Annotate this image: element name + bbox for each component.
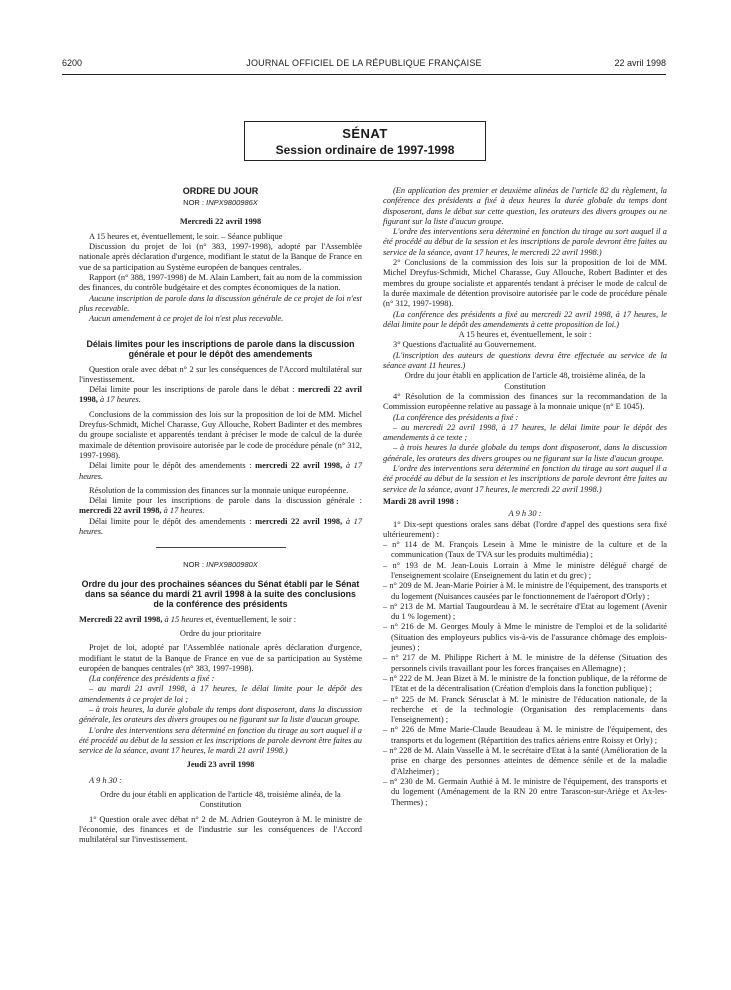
paragraph: 4° Résolution de la commission des finances sur la recommandation de la Commission européenne relative au passage à la monnaie unique (n° E 1045). [383, 391, 667, 412]
paragraph: – à trois heures, la durée globale du temps dont disposeront, dans la discussion générale, les orateurs des divers groupes ou ne figurant sur la liste d'aucun groupe. [79, 704, 362, 725]
question-item: – n° 209 de M. Jean-Marie Poirier à M. le ministre de l'équipement, des transports et du logement (Nuisances causées par le fonctionnement de l'aéroport d'Orly) ; [383, 581, 667, 601]
question-item: – n° 226 de Mme Marie-Claude Beaudeau à M. le ministre de l'équipement, des transports et du logement (Répartition des trafics aériens entre Roissy et Orly) ; [383, 725, 667, 745]
question-list [383, 540, 667, 808]
paragraph: 2° Conclusions de la commission des lois sur la proposition de loi de MM. Michel Dreyfus-Schmidt, Michel Charasse, Guy Allouche, Robert Badinter et des membres du groupe socialiste et apparentés tendant à préciser le mode de calcul de la durée maximale de détention provisoire autorisée par le code de procédure pénale (n° 312, 1997-1998). [383, 258, 667, 309]
paragraph: Aucun amendement à ce projet de loi n'est plus recevable. [89, 314, 284, 324]
question-item: – n° 213 de M. Martial Taugourdeau à M. le secrétaire d'Etat au logement (Avenir du 1 % logement) ; [383, 601, 667, 622]
date-heading: Jeudi 23 avril 1998 [186, 760, 255, 770]
section-heading-ordre-prochaines: Ordre du jour des prochaines séances du Sénat établi par le Sénat dans sa séance du mardi 21 avril 1998 à la suite des conclusions de la conférence des présidents [81, 578, 360, 609]
paragraph: Projet de loi, adopté par l'Assemblée nationale après déclaration d'urgence, modifiant le statut de la Banque de France en vue de sa participation au Système européen de banques centrales (n° 383, 1997-1998). [79, 643, 362, 673]
page-header [62, 58, 666, 72]
senat-title-box [244, 121, 486, 161]
nor-reference: NOR : INPX9800980X [183, 560, 258, 570]
paragraph: (En application des premier et deuxième alinéas de l'article 82 du règlement, la conférence des présidents a fixé à deux heures la durée globale du temps dont disposeront, dans le débat sur cette question, les orateurs des divers groupes ou ne figurant sur la liste d'aucun groupe. [383, 186, 667, 226]
section-separator [156, 547, 286, 548]
seance-line: A 15 heures et, éventuellement, le soir. – Séance publique [89, 231, 283, 241]
date-heading: Mardi 28 avril 1998 : [383, 496, 459, 506]
time-line: A 9 h 30 : [89, 775, 122, 785]
question-item: – n° 225 de M. Franck Sérusclat à M. le ministre de l'éducation nationale, de la recherche et de la technologie (Organisation des remplacements dans l'enseignement) ; [383, 694, 667, 725]
question-item: – n° 216 de M. Georges Mouly à Mme le ministre de l'emploi et de la solidarité (Situation des employeurs publics vis-à-vis de l'assurance chômage des emplois-jeunes) ; [383, 622, 667, 653]
ordre-article-48: Ordre du jour établi en application de l'article 48, troisième alinéa, de la Constitution [404, 371, 646, 391]
paragraph: (La conférence des présidents a fixé : [89, 674, 215, 684]
header-date: 22 avril 1998 [614, 58, 666, 68]
paragraph: 1° Question orale avec débat n° 2 de M. Adrien Gouteyron à M. le ministre de l'économie, des finances et de l'industrie sur les conséquences de l'Accord multilatéral sur l'investissement. [79, 814, 362, 845]
section-heading-delais: Délais limites pour les inscriptions de parole dans la discussion générale et pour le dépôt des amendements [86, 338, 355, 359]
paragraph: – au mercredi 22 avril 1998, à 17 heures, le délai limite pour le dépôt des amendements à ce texte ; [383, 422, 667, 443]
paragraph: L'ordre des interventions sera déterminé en fonction du tirage au sort auquel il a été procédé au début de la session et les inscriptions de parole devront être faites au service de la séance, avant 17 heures, le mercredi 22 avril 1998.) [383, 227, 667, 257]
question-item: – n° 217 de M. Philippe Richert à M. le ministre de la défense (Situation des personnels civils travaillant pour les forces françaises en Allemagne) ; [383, 653, 667, 673]
paragraph: Résolution de la commission des finances sur la monnaie unique européenne. [89, 485, 349, 495]
paragraph: Délai limite pour le dépôt des amendements : mercredi 22 avril 1998, à 17 heures. [79, 516, 363, 537]
paragraph: Rapport (n° 388, 1997-1998) de M. Alain Lambert, fait au nom de la commission des finances, du contrôle budgétaire et des comptes économiques de la nation. [79, 273, 362, 293]
question-item: – n° 114 de M. François Lesein à Mme le ministre de la culture et de la communication (Taux de TVA sur les produits multimédia) ; [383, 540, 667, 560]
paragraph: Délai limite pour le dépôt des amendements : mercredi 22 avril 1998, à 17 heures. [79, 461, 363, 481]
paragraph: Aucune inscription de parole dans la discussion générale de ce projet de loi n'est plus recevable. [79, 293, 362, 313]
paragraph: (La conférence des présidents a fixé au mercredi 22 avril 1998, à 17 heures, le délai limite pour le dépôt des amendements à cette proposition de loi.) [383, 309, 667, 329]
question-item: – n° 222 de M. Jean Bizet à M. le ministre de la fonction publique, de la réforme de l'Etat et de la décentralisation (Création d'emplois dans la fonction publique) ; [383, 673, 667, 694]
paragraph: L'ordre des interventions sera déterminé en fonction du tirage au sort auquel il a été procédé au début de la session et les inscriptions de parole devront être faites au service de la séance, avant 17 heures, le mercredi 22 avril 1998.) [383, 464, 667, 494]
time-line: A 9 h 30 : [508, 509, 542, 519]
date-line: Mercredi 22 avril 1998, à 15 heures et, éventuellement, le soir : [79, 614, 297, 624]
ordre-du-jour-title: ORDRE DU JOUR [182, 186, 259, 196]
paragraph: L'ordre des interventions sera déterminé en fonction du tirage au sort auquel il a été procédé au début de la session et les inscriptions de parole devront être faites au service de la séance, avant 17 heures, le mardi 21 avril 1998.) [79, 725, 362, 756]
question-item: – n° 230 de M. Germain Authié à M. le ministre de l'équipement, des transports et du logement (Aménagement de la RN 20 entre Tarascon-sur-Ariège et Ax-les-Thermes) ; [383, 776, 667, 807]
header-rule [62, 74, 666, 75]
question-item: – n° 228 de M. Alain Vasselle à M. le secrétaire d'Etat à la santé (Amélioration de la prise en charge des personnes atteintes de démence sénile et de la maladie d'Alzheimer) ; [383, 746, 667, 776]
paragraph: Question orale avec débat n° 2 sur les conséquences de l'Accord multilatéral sur l'investissement. [79, 364, 362, 384]
journal-title: JOURNAL OFFICIEL DE LA RÉPUBLIQUE FRANÇAISE [246, 58, 482, 68]
paragraph: 1° Dix-sept questions orales sans débat (l'ordre d'appel des questions sera fixé ultérieurement) : [383, 519, 667, 539]
paragraph: – à trois heures la durée globale du temps dont disposeront, dans la discussion générale, les orateurs des divers groupes ou ne figurant sur la liste d'aucun groupe. [383, 443, 667, 463]
paragraph: Discussion du projet de loi (n° 383, 1997-1998), adopté par l'Assemblée nationale après déclaration d'urgence, modifiant le statut de la Banque de France en vue de sa participation au Système européen de banques centrales. [79, 242, 362, 272]
left-column [79, 186, 362, 846]
paragraph: Délai limite pour les inscriptions de parole dans la discussion générale : mercredi 22 avril 1998, à 17 heures. [79, 496, 362, 516]
ordre-article-48: Ordre du jour établi en application de l'article 48, troisième alinéa, de la Constitution [100, 790, 341, 810]
nor-reference: NOR : INPX9800986X [183, 198, 258, 208]
paragraph: Conclusions de la commission des lois sur la proposition de loi de MM. Michel Dreyfus-Schmidt, Michel Charasse, Guy Allouche, Robert Badinter et des membres du groupe socialiste et apparentés tendant à préciser le mode de calcul de la durée maximale de détention provisoire autorisée par le code de procédure pénale (n° 312, 1997-1998). [79, 409, 362, 460]
question-item: – n° 193 de M. Jean-Louis Lorrain à Mme le ministre délégué chargé de l'enseignement scolaire (Enseignement du latin et du grec) ; [383, 560, 667, 580]
paragraph: Délai limite pour les inscriptions de parole dans le débat : mercredi 22 avril 1998, à 17 heures. [79, 385, 362, 405]
seance-line: A 15 heures et, éventuellement, le soir : [458, 330, 592, 340]
ordre-prioritaire: Ordre du jour prioritaire [179, 628, 262, 638]
paragraph: (L'inscription des auteurs de questions devra être effectuée au service de la séance avant 11 heures.) [383, 350, 667, 371]
page-number: 6200 [62, 58, 83, 68]
paragraph: 3° Questions d'actualité au Gouvernement. [393, 340, 537, 350]
paragraph: – au mardi 21 avril 1998, à 17 heures, le délai limite pour le dépôt des amendements à ce projet de loi ; [79, 684, 362, 704]
paragraph: (La conférence des présidents a fixé : [393, 412, 519, 422]
right-column [383, 186, 667, 808]
senat-title: SÉNAT [342, 126, 388, 141]
session-title: Session ordinaire de 1997-1998 [275, 143, 455, 157]
date-heading: Mercredi 22 avril 1998 [179, 216, 262, 226]
